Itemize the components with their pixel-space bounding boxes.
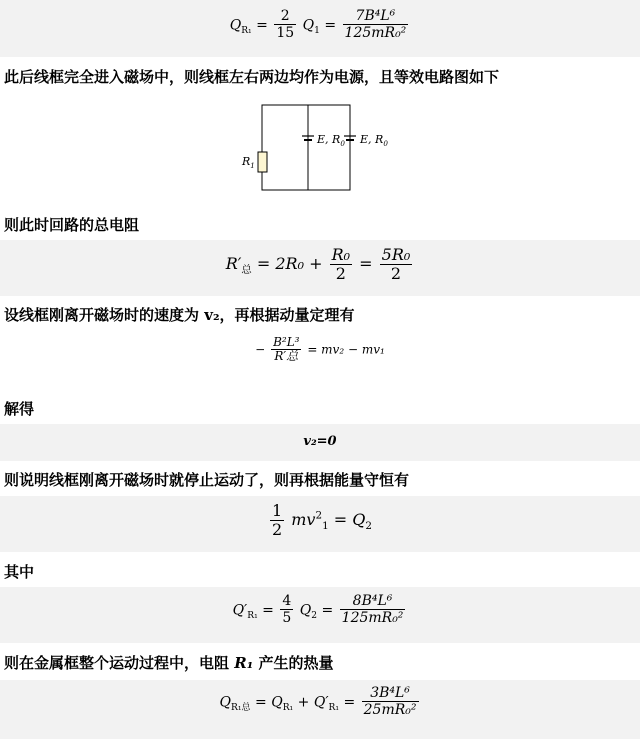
text4: 解得 (4, 400, 35, 418)
text-line-6 (4, 561, 34, 582)
text7c: 产生的热量 (253, 654, 334, 672)
text5: 则说明线框刚离开磁场时就停止运动了，则再根据能量守恒有 (4, 471, 410, 489)
eq2-frac2 (380, 246, 413, 283)
eq2-lhs-sub: 总 (241, 264, 252, 277)
eq2-frac2-den: 2 (390, 263, 402, 283)
source2-label-text: E, R (360, 133, 384, 146)
eq3-frac (271, 336, 301, 364)
eq2-frac1-num: R₀ (331, 245, 351, 264)
eq6-frac1 (280, 594, 293, 626)
text7a: 则在金属框整个运动过程中，电阻 (4, 654, 235, 672)
eq1-lhs-sub: R₁ (241, 26, 252, 37)
r1-label (242, 155, 255, 170)
text3: 设线框刚离开磁场时的速度为 v₂，再根据动量定理有 (4, 306, 355, 324)
source2-label-sub: 0 (383, 139, 388, 149)
eq1-frac1-den: 15 (276, 25, 295, 42)
eq6-q-sub: 2 (311, 611, 318, 622)
resistor-r1 (258, 152, 267, 172)
source1-label-sub: 0 (340, 139, 345, 149)
eq3-frac-den: R′总 (274, 349, 299, 364)
eq1-frac1-num: 2 (274, 9, 296, 25)
text-line-1 (4, 66, 499, 87)
eq5-rhs-a-sub: 1 (322, 520, 329, 533)
eq1-frac2-num: 7B⁴L⁶ (343, 9, 409, 25)
eq5-frac-num: 1 (271, 501, 283, 520)
eq2-frac2-num: 5R₀ (381, 245, 411, 264)
eq5-rhs-b-sub: 2 (365, 520, 373, 533)
equation-q-prime: $Q'_{R_1}$ = $\frac{4}{5}$ $Q_2$ = $\frac{\text{8B⁴L⁶}}{\text{125mR₀²}}$ (232, 593, 404, 627)
text-line-2 (4, 214, 139, 235)
eq2-frac1-den: 2 (335, 263, 346, 283)
eq6-frac1-den: 5 (282, 610, 292, 627)
eq6-lhs: Q′ (232, 602, 248, 619)
eq6-frac2-num: 8B⁴L⁶ (340, 594, 406, 610)
text-line-3 (4, 304, 355, 325)
eq7-frac (362, 686, 419, 718)
eq1-frac1 (274, 9, 296, 41)
r1-label-sub: 1 (250, 161, 255, 171)
source1-label-text: E, R (317, 133, 341, 146)
eq7-frac-num: 3B⁴L⁶ (362, 686, 419, 702)
eq4-text: v₂=0 (303, 434, 337, 449)
equation-momentum (0, 336, 640, 364)
eq7-frac-den: 25mR₀² (363, 702, 417, 719)
eq5-frac-den: 2 (271, 519, 283, 539)
eq5-frac (270, 502, 284, 539)
eq1-q-sub: 1 (314, 26, 320, 37)
equation-v2 (0, 434, 640, 449)
source1-label (317, 133, 345, 148)
eq1-frac2-den: 125mR₀² (344, 25, 407, 42)
eq7-mid-a-sub: R₁ (282, 703, 294, 714)
equation-q-total: $Q_{R_1总} = Q_{R_1} + Q'_{R_1}$ = $\frac{\text{3B⁴L⁶}}{\text{25mR₀²}}$ (219, 685, 417, 719)
eq1-lhs: Q (229, 17, 242, 34)
eq5-rhs-a: mv (291, 510, 316, 529)
text-line-4 (4, 398, 34, 419)
eq6-frac2-den: 125mR₀² (341, 610, 404, 627)
eq6-frac1-num: 4 (282, 593, 292, 609)
eq1-frac2 (343, 9, 409, 41)
eq5-rhs-b: = Q (333, 510, 366, 529)
eq2-lhs: R′ (225, 254, 242, 273)
eq6-q: Q (299, 602, 312, 619)
text-line-5 (4, 469, 409, 490)
eq2-term1: 2R₀ + (275, 254, 323, 273)
circuit-diagram (240, 100, 420, 195)
eq6-frac2 (340, 594, 406, 626)
equation-energy (0, 502, 640, 539)
eq7-mid-b-sub: R₁ (328, 703, 339, 714)
eq3-rhs: = mv₂ − mv₁ (307, 342, 385, 357)
eq6-lhs-sub: R₁ (247, 611, 258, 622)
eq7-mid-b: + Q′ (297, 694, 329, 711)
equation-total-resistance: $R'_总 = 2R_0$ + $\frac{\text{R₀}}{2}$ = $\frac{\text{5R₀}}{2}$ (225, 245, 411, 283)
eq7-mid-a: = Q (255, 694, 283, 711)
eq3-minus: − (255, 342, 266, 357)
eq5-rhs-a-sup: 2 (315, 509, 323, 522)
text2: 则此时回路的总电阻 (4, 216, 140, 234)
r1-label-text: R (242, 155, 251, 168)
text-line-7 (4, 652, 334, 673)
eq7-lhs-sub: R₁总 (230, 703, 251, 714)
text7b: R₁ (234, 654, 254, 672)
eq3-frac-num: B²L³ (273, 335, 300, 349)
text1: 此后线框完全进入磁场中，则线框左右两边均作为电源，且等效电路图如下 (4, 68, 500, 86)
eq1-q: Q (302, 17, 315, 34)
eq7-lhs: Q (219, 694, 231, 711)
equation-q-r1: $Q_{R_1}$ = $\frac{2}{15}$ $Q_1$ = $\frac{\text{7B⁴L⁶}}{\text{125mR₀²}}$ (229, 8, 407, 42)
text6: 其中 (4, 563, 35, 581)
source2-label (360, 133, 388, 148)
eq2-frac1 (330, 246, 352, 283)
